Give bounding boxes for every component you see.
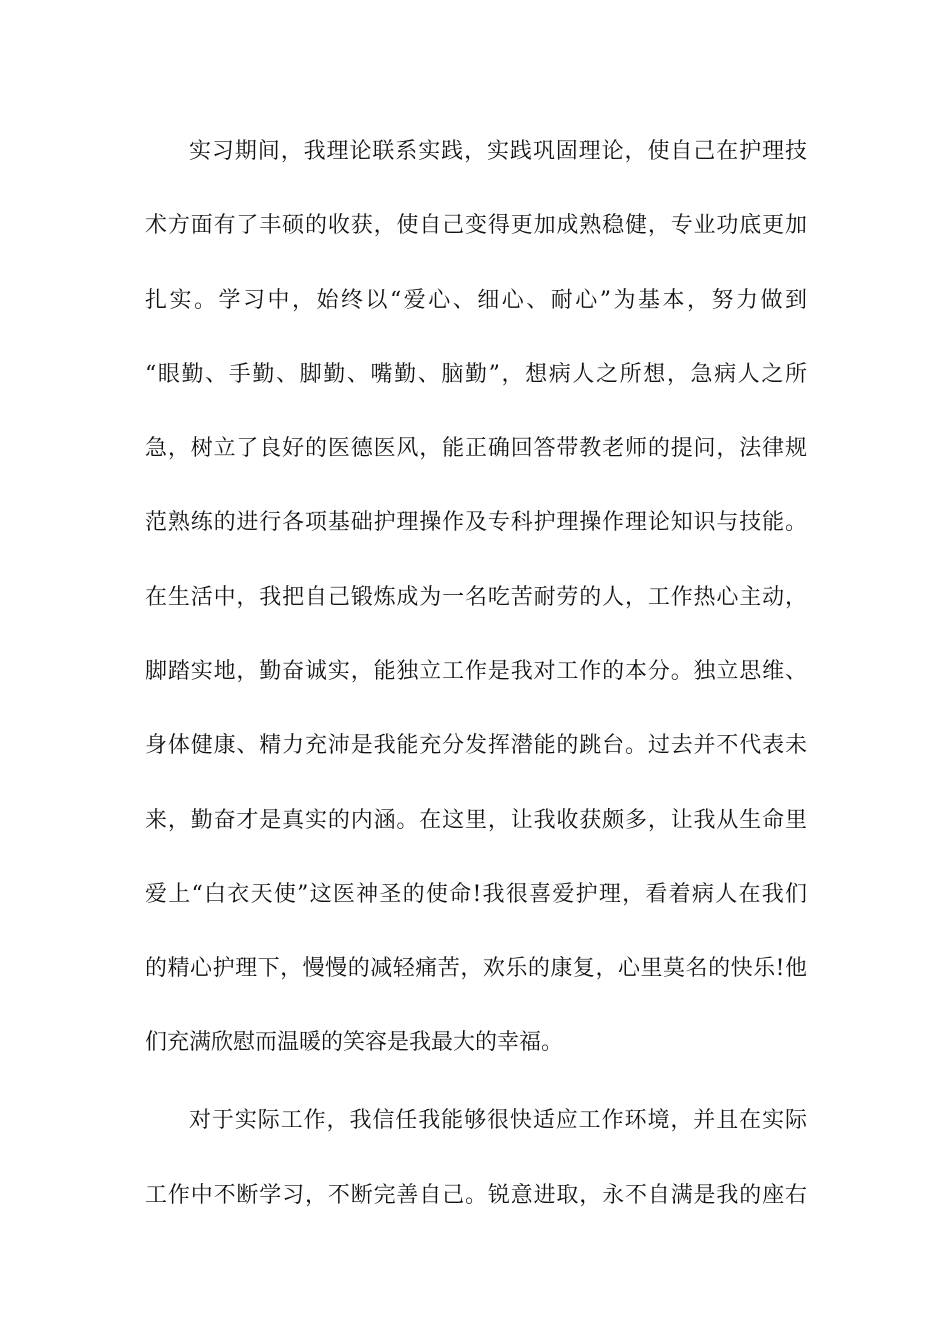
text-line: 身体健康、精力充沛是我能充分发挥潜能的跳台。过去并不代表未 — [145, 733, 807, 758]
text-line: 实习期间，我理论联系实践，实践巩固理论，使自己在护理技 — [189, 139, 807, 164]
text-line: “眼勤、手勤、脚勤、嘴勤、脑勤”，想病人之所想，急病人之所 — [145, 362, 807, 387]
text-line: 工作中不断学习，不断完善自己。锐意进取，永不自满是我的座右 — [145, 1183, 807, 1208]
text-line: 的精心护理下，慢慢的减轻痛苦，欢乐的康复，心里莫名的快乐!他 — [145, 956, 807, 981]
text-line: 脚踏实地，勤奋诚实，能独立工作是我对工作的本分。独立思维、 — [145, 659, 807, 684]
text-line: 范熟练的进行各项基础护理操作及专科护理操作理论知识与技能。 — [145, 510, 807, 535]
text-line: 来，勤奋才是真实的内涵。在这里，让我收获颇多，让我从生命里 — [145, 808, 807, 833]
text-line: 对于实际工作，我信任我能够很快适应工作环境，并且在实际 — [189, 1108, 807, 1133]
text-line: 爱上“白衣天使”这医神圣的使命!我很喜爱护理，看着病人在我们 — [145, 882, 807, 907]
text-line: 术方面有了丰硕的收获，使自己变得更加成熟稳健，专业功底更加 — [145, 213, 807, 238]
text-line: 急，树立了良好的医德医风，能正确回答带教老师的提问，法律规 — [145, 436, 807, 461]
text-line: 在生活中，我把自己锻炼成为一名吃苦耐劳的人，工作热心主动， — [145, 585, 807, 610]
text-line: 扎实。学习中，始终以“爱心、细心、耐心”为基本，努力做到 — [145, 288, 807, 313]
text-line: 们充满欣慰而温暖的笑容是我最大的幸福。 — [145, 1030, 564, 1055]
